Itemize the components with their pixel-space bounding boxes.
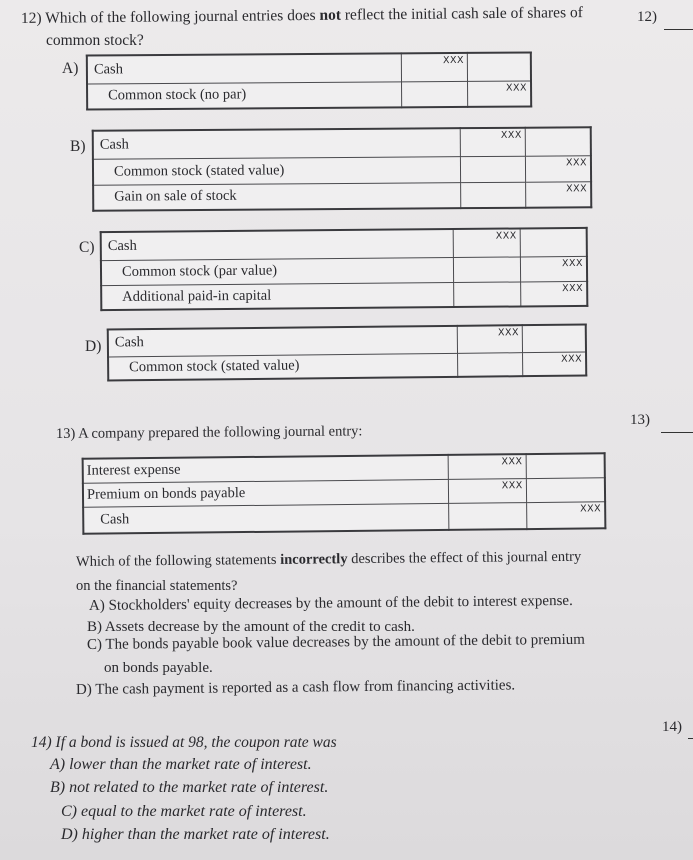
- account-cell: Common stock (stated value): [93, 156, 461, 185]
- q12-answer-blank[interactable]: [664, 29, 693, 30]
- credit-value: XXX: [505, 81, 528, 94]
- account-cell: Cash: [83, 503, 448, 534]
- q13-question-line1: [76, 548, 581, 571]
- q12-stem-post: reflect the initial cash sale of shares of: [340, 4, 583, 24]
- table-row: [101, 228, 587, 260]
- q13-question-pre: Which of the following statements: [75, 551, 281, 570]
- debit-value: XXX: [500, 129, 522, 141]
- debit-cell: [454, 281, 521, 307]
- table-row: [93, 181, 591, 210]
- account-cell: Cash: [87, 53, 402, 83]
- account-cell: Common stock (no par): [87, 81, 402, 109]
- credit-value: XXX: [566, 182, 588, 194]
- q13-question-bold: incorrectly: [280, 551, 348, 568]
- debit-value: XXX: [501, 479, 523, 491]
- q12-number: 12): [637, 9, 657, 25]
- credit-cell: [522, 324, 586, 352]
- debit-cell: [453, 256, 520, 282]
- q13-journal-entry-table[interactable]: [82, 452, 607, 534]
- credit-value: XXX: [562, 282, 584, 294]
- debit-value: [454, 258, 517, 259]
- q13-answer-c-cont: on bonds payable.: [104, 660, 213, 676]
- credit-value: XXX: [560, 353, 583, 365]
- account-cell: Premium on bonds payable: [83, 479, 448, 507]
- q13-question-line2: on the financial statements?: [76, 578, 238, 594]
- debit-cell: [460, 128, 525, 156]
- q12-option-a-table[interactable]: [86, 51, 532, 110]
- q13-answer-b[interactable]: B) Assets decrease by the amount of the credit to cash.: [87, 619, 415, 635]
- debit-cell: [402, 81, 468, 107]
- credit-value: XXX: [561, 257, 584, 269]
- table-row: [93, 127, 591, 158]
- table-row: [93, 155, 591, 184]
- credit-cell: [525, 127, 591, 155]
- q12-option-d-letter: D): [85, 338, 102, 355]
- q13-answer-a[interactable]: A) Stockholders' equity decreases by the amount of the debit to interest expense.: [88, 592, 573, 614]
- credit-cell: [523, 351, 587, 376]
- q13-answer-blank[interactable]: [661, 432, 693, 433]
- q12-stem-bold: not: [319, 6, 342, 24]
- credit-cell: [526, 181, 592, 207]
- credit-value: XXX: [565, 156, 587, 168]
- credit-value: [523, 327, 582, 328]
- q12-stem-line2: common stock?: [46, 32, 144, 49]
- debit-value: [449, 504, 523, 505]
- debit-cell: [448, 502, 526, 530]
- credit-value: [527, 479, 601, 480]
- table-row: [108, 351, 586, 380]
- account-cell: Cash: [93, 128, 461, 159]
- debit-value: XXX: [501, 456, 523, 468]
- q12-option-c-table[interactable]: [100, 227, 589, 311]
- debit-value: [458, 354, 519, 355]
- q12-stem-line1: [21, 4, 583, 28]
- q13-stem: 13) A company prepared the following journal entry:: [55, 423, 363, 442]
- credit-cell: [468, 80, 532, 106]
- q12-option-d-table[interactable]: [107, 323, 588, 381]
- account-cell: Additional paid-in capital: [101, 282, 454, 310]
- debit-value: XXX: [442, 54, 465, 67]
- debit-cell: [458, 325, 523, 353]
- account-cell: Cash: [101, 229, 454, 260]
- table-row: [87, 80, 531, 109]
- q14-answer-b[interactable]: B) not related to the market rate of interest.: [50, 779, 329, 796]
- account-cell: Gain on sale of stock: [93, 182, 461, 211]
- credit-cell: [520, 228, 587, 257]
- credit-cell: [520, 256, 587, 282]
- credit-value: [521, 230, 583, 231]
- table-row: [101, 281, 587, 310]
- q12-option-c-letter: C): [79, 239, 95, 256]
- q12-option-b-letter: B): [70, 138, 86, 155]
- q14-number: 14): [662, 719, 682, 735]
- q12-option-a-letter: A): [62, 60, 79, 77]
- q14-answer-c[interactable]: C) equal to the market rate of interest.: [61, 803, 307, 820]
- q14-answer-d[interactable]: D) higher than the market rate of interest.: [61, 826, 330, 843]
- q12-stem-pre: 12) Which of the following journal entries does: [20, 6, 320, 27]
- debit-cell: [458, 352, 523, 377]
- q14-stem: 14) If a bond is issued at 98, the coupon rate was: [31, 734, 337, 751]
- debit-value: XXX: [495, 230, 517, 242]
- account-cell: Common stock (stated value): [108, 353, 458, 381]
- credit-value: XXX: [580, 502, 602, 515]
- table-row: [87, 52, 531, 83]
- q13-answer-c[interactable]: C) The bonds payable book value decreases by the amount of the debit to premium: [86, 631, 585, 653]
- debit-value: [454, 283, 517, 284]
- q12-option-b-table[interactable]: [92, 126, 593, 211]
- q14-answer-blank[interactable]: [688, 738, 693, 739]
- credit-cell: [526, 477, 605, 502]
- account-cell: Interest expense: [83, 455, 448, 483]
- credit-cell: [467, 52, 531, 80]
- credit-cell: [526, 501, 605, 529]
- account-cell: Cash: [108, 326, 458, 357]
- q13-answer-d[interactable]: D) The cash payment is reported as a cash flow from financing activities.: [75, 677, 516, 698]
- debit-value: XXX: [497, 327, 520, 339]
- debit-cell: [448, 478, 526, 503]
- account-cell: Common stock (par value): [101, 257, 454, 285]
- q13-question-post: describes the effect of this journal entry: [347, 548, 582, 568]
- credit-cell: [521, 281, 588, 307]
- q14-answer-a[interactable]: A) lower than the market rate of interest.: [50, 756, 312, 773]
- credit-cell: [525, 155, 591, 181]
- debit-cell: [461, 182, 526, 208]
- debit-cell: [402, 53, 468, 81]
- table-row: [83, 501, 605, 533]
- q13-number: 13): [630, 412, 650, 428]
- debit-cell: [453, 228, 520, 257]
- debit-cell: [448, 454, 526, 479]
- debit-cell: [461, 156, 526, 182]
- credit-cell: [526, 453, 605, 478]
- credit-value: [526, 455, 600, 456]
